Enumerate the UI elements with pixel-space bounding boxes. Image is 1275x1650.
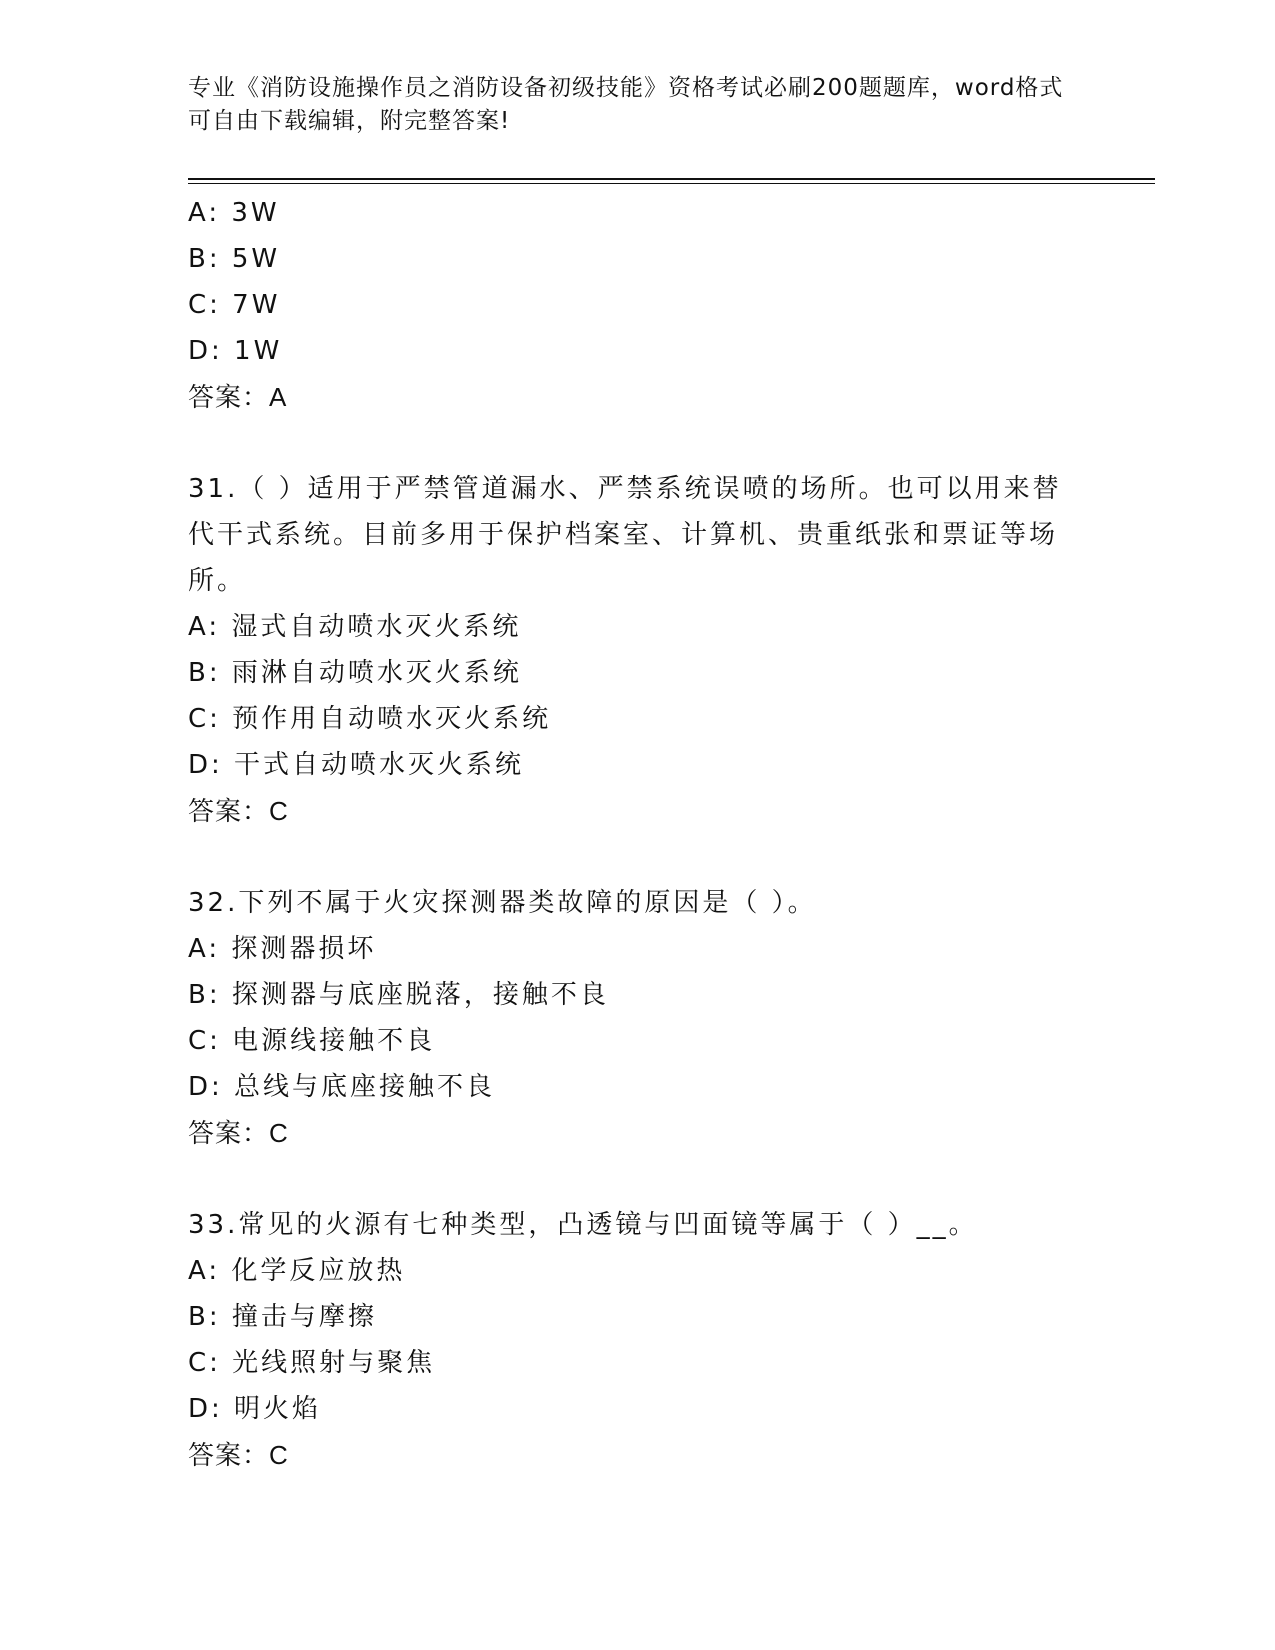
spacer xyxy=(188,420,1088,466)
question-stem: 31.（ ）适用于严禁管道漏水、严禁系统误喷的场所。也可以用来替代干式系统。目前多用于保护档案室、计算机、贵重纸张和票证等场所。 xyxy=(188,474,1062,596)
option-a: A: 化学反应放热 xyxy=(188,1256,406,1286)
question-31 xyxy=(188,466,1088,834)
option-b: B: 探测器与底座脱落，接触不良 xyxy=(188,980,609,1010)
spacer xyxy=(188,834,1088,880)
option-a: A: 探测器损坏 xyxy=(188,934,377,964)
option-c: C: 光线照射与聚焦 xyxy=(188,1348,436,1378)
option-a: A: 3W xyxy=(188,198,280,228)
option-b: B: 撞击与摩擦 xyxy=(188,1302,377,1332)
previous-question-block xyxy=(188,190,1088,420)
option-d: D: 总线与底座接触不良 xyxy=(188,1072,496,1102)
header-rule-thin xyxy=(188,183,1155,184)
header-rule-thick xyxy=(188,178,1155,180)
option-b: B: 5W xyxy=(188,244,281,274)
option-d: D: 1W xyxy=(188,336,283,366)
answer-line: 答案：C xyxy=(188,1440,289,1470)
option-d: D: 明火焰 xyxy=(188,1394,322,1424)
question-33 xyxy=(188,1202,1088,1478)
question-content xyxy=(188,190,1088,1478)
answer-line: 答案：C xyxy=(188,796,289,826)
question-stem: 32.下列不属于火灾探测器类故障的原因是（ ）。 xyxy=(188,888,817,918)
option-c: C: 7W xyxy=(188,290,281,320)
spacer xyxy=(188,1156,1088,1202)
option-a: A: 湿式自动喷水灭火系统 xyxy=(188,612,522,642)
option-b: B: 雨淋自动喷水灭火系统 xyxy=(188,658,522,688)
question-stem: 33.常见的火源有七种类型，凸透镜与凹面镜等属于（ ）__。 xyxy=(188,1210,978,1240)
document-header: 专业《消防设施操作员之消防设备初级技能》资格考试必刷200题题库，word格式可自由下载编辑，附完整答案! xyxy=(188,75,1064,134)
option-c: C: 电源线接触不良 xyxy=(188,1026,436,1056)
answer-line: 答案：A xyxy=(188,382,288,412)
option-d: D: 干式自动喷水灭火系统 xyxy=(188,750,525,780)
question-32 xyxy=(188,880,1088,1156)
answer-line: 答案：C xyxy=(188,1118,289,1148)
option-c: C: 预作用自动喷水灭火系统 xyxy=(188,704,552,734)
